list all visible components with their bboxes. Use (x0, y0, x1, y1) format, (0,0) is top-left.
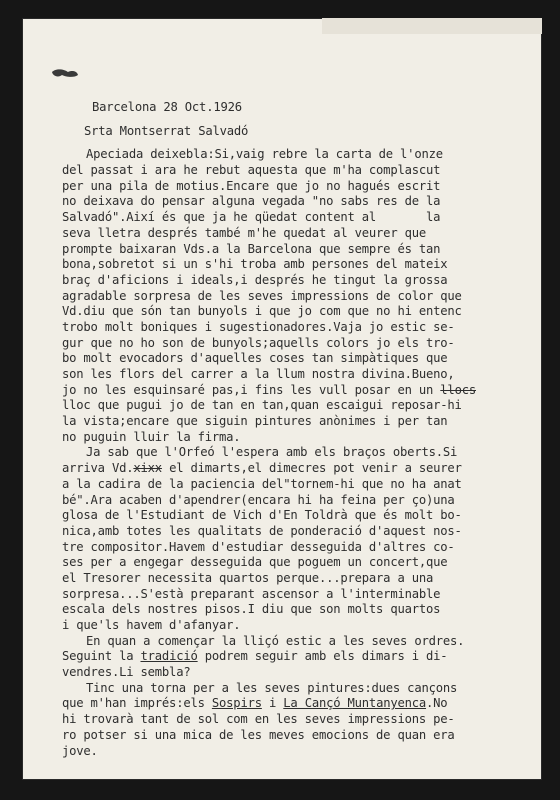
text-line: seva lletra després també m'he quedat al veurer que (62, 225, 427, 240)
text-line: braç d'aficions i ideals,i després he tingut la grossa (62, 272, 448, 287)
letter-body (62, 100, 522, 759)
text-line: per una pila de motius.Encare que jo no hagués escrit (62, 178, 441, 193)
text-line: son les flors del carrer a la llum nostra divina.Bueno, (62, 367, 455, 381)
text-line: Ja sab que l'Orfeó l'espera amb els braços oberts.Si (86, 445, 458, 460)
text-line: vendres.Li sembla? (62, 665, 191, 680)
text-segment: jo no les esquinsaré pas,i fins les vull posar en un (62, 382, 434, 397)
paper-fold (322, 18, 542, 34)
text-line: trobo molt boniques i sugestionadores.Vaja jo estic se- (62, 319, 455, 334)
song-title: La Cançó Muntanyenca (283, 696, 427, 711)
text-line: Apeciada deixebla:Si,vaig rebre la carta de l'onze (86, 147, 443, 162)
text-line: no deixava do pensar alguna vegada "no sabs res de la (62, 194, 441, 209)
text-line: Salvadó".Així és que ja he qüedat content al la (62, 210, 441, 225)
text-segment: el dimarts,el dimecres pot venir a seurer (161, 461, 462, 476)
text-line: sorpresa...S'està preparant ascensor a l'interminable (62, 586, 441, 601)
text-line: Tinc una torna per a les seves pintures:dues cançons (86, 680, 458, 695)
text-line: escala dels nostres pisos.I diu que son molts quartos (62, 602, 441, 617)
text-line: no puguin lluir la firma. (62, 429, 241, 444)
letter-date: Barcelona 28 Oct.1926 (92, 100, 242, 114)
text-line: lloc que pugui jo de tan en tan,quan escaigui reposar-hi (62, 398, 462, 413)
text-line: i que'ls havem d'afanyar. (62, 618, 241, 632)
text-line: prompte baixaran Vds.a la Barcelona que sempre és tan (62, 241, 441, 256)
text-segment: .No (426, 696, 448, 711)
text-line: agradable sorpresa de les seves impressions de color que (62, 288, 462, 303)
ink-blot (50, 66, 80, 80)
struck-word: llocs (440, 382, 476, 397)
text-segment: podrem seguir amb els dimars i di- (197, 649, 448, 664)
text-line: Vd.diu que són tan bunyols i que jo com que no hi entenc (62, 304, 462, 319)
text-line (62, 383, 522, 399)
text-line: ses per a engegar desseguida que poguem un concert,que (62, 555, 448, 570)
text-line: la vista;encare que siguin pintures anònimes i per tan (62, 414, 448, 429)
text-line: bo molt evocadors d'aquelles coses tan simpàtiques que (62, 351, 448, 366)
text-line: el Tresorer necessita quartos perque...prepara a una (62, 570, 434, 585)
text-line: hi trovarà tant de sol com en les seves impressions pe- (62, 712, 455, 727)
text-line: gur que no ho son de bunyols;aquells colors jo els tro- (62, 335, 455, 350)
text-line: tre compositor.Havem d'estudiar desseguida d'altres co- (62, 539, 455, 554)
text-segment: arriva Vd. (62, 461, 134, 476)
text-line (62, 649, 522, 665)
text-line: ro potser si una mica de les meves emocions de quan era (62, 727, 455, 742)
struck-word: xixx (133, 461, 162, 476)
text-line: bé".Ara acaben d'apendrer(encara hi ha feina per ço)una (62, 492, 455, 507)
underlined-word: tradició (140, 649, 198, 664)
song-title: Sospirs (211, 696, 262, 711)
text-segment: que m'han imprés:els (62, 696, 205, 711)
text-segment: Seguint la (62, 649, 134, 664)
letter-recipient: Srta Montserrat Salvadó (84, 123, 249, 138)
text-line: bona,sobretot si un s'hi troba amb persones del mateix (62, 257, 448, 272)
text-line: nica,amb totes les qualitats de ponderació d'aquest nos- (62, 523, 462, 538)
text-line: del passat i ara he rebut aquesta que m'ha complascut (62, 163, 441, 178)
letter-page (22, 18, 542, 780)
text-segment: i (261, 696, 284, 711)
text-line: glosa de l'Estudiant de Vich d'En Toldrà que és molt bo- (62, 508, 462, 523)
text-line: En quan a començar la lliçó estic a les seves ordres. (86, 633, 465, 648)
text-line: a la cadira de la paciencia del"tornem-hi que no ha anat (62, 476, 462, 491)
text-line (62, 696, 522, 712)
text-line (62, 461, 522, 477)
text-line: jove. (62, 743, 98, 758)
